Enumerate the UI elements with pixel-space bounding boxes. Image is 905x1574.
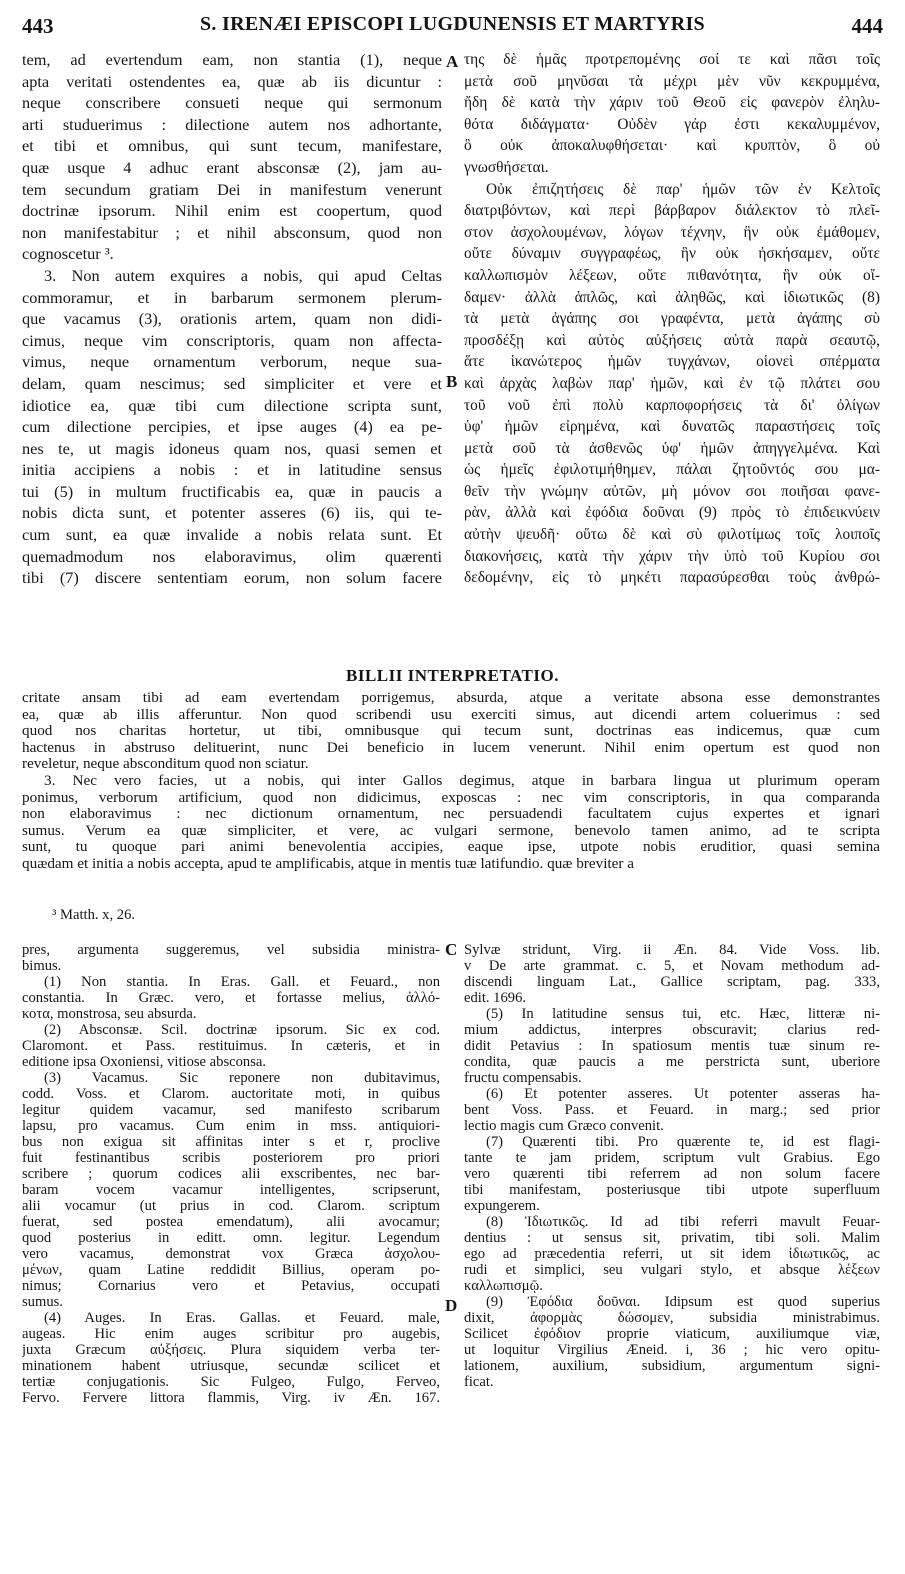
billii-line: ea, quæ ab illis afferuntur. Non quod scribendi usu exerciti simus, aut dicendi artem coluerimus : sed xyxy=(22,706,880,723)
greek-line: τὰ μετὰ ἀγάπης σοι γραφέντα, μετὰ ἀγάπης σὺ xyxy=(464,310,880,328)
billii-line: critate ansam tibi ad eam evertendam porrigemus, absurda, atque a veritate absona esse demonstrantes xyxy=(22,690,880,706)
latin-line: et tibi et omnibus, qui sunt tecum, manifestare, xyxy=(22,136,442,156)
notes-right-column xyxy=(464,942,880,1412)
greek-line: καὶ ἀρχὰς λαβὼν παρ' ἡμῶν, καὶ ἐν τῷ πλάτει σου xyxy=(464,374,880,392)
billii-line: quod nos charitas hortetur, ut tibi, omnibusque qui tecum sunt, doctrinas eas indicemus, quæ cum xyxy=(22,723,880,740)
greek-line: Οὐκ ἐπιζητήσεις δὲ παρ' ἡμῶν τῶν ἐν Κελτοῖς xyxy=(486,180,880,198)
greek-line: δεδομένην, εἰς τὸ μηκέτι παρασύρεσθαι τοὺς ἀνθρώ- xyxy=(464,569,880,587)
margin-marker-a: A xyxy=(446,52,459,71)
billii-interpretation xyxy=(22,690,880,880)
latin-line: nobis dicta sunt, et potenter asseres (6) iis, qui te- xyxy=(22,503,442,523)
note-line: ut loquitur Virgilius Æneid. i, 36 ; hic vero opitu- xyxy=(464,1342,880,1358)
greek-line: διατριβόντων, καὶ περὶ βάρβαρον διάλεκτον τὸ πλεῖ- xyxy=(464,202,880,220)
note-line: alii vocamur (ut prius in cod. Clarom. scriptum xyxy=(22,1198,440,1214)
note-line: dixit, ἀφορμὰς δώσομεν, subsidia ministrabimus. xyxy=(464,1310,880,1326)
note-line: καλλωπισμῷ. xyxy=(464,1278,543,1294)
note-line: rudi et simplici, seu vulgari stylo, et absque λέξεων xyxy=(464,1262,880,1278)
note-line: augeas. Hic enim auges scribitur pro augebis, xyxy=(22,1326,440,1342)
note-line: editione ipsa Oxoniensi, vitiose absconsa. xyxy=(22,1054,266,1070)
note-line: baram vocem vacamur intelligentes, scripserunt, xyxy=(22,1182,440,1198)
latin-line: tem secundum gratiam Dei in manifestum venerunt xyxy=(22,179,442,199)
note-line: Claromont. et Pass. restituimus. In cæteris, et in xyxy=(22,1038,440,1054)
greek-line: ὃ οὐκ ἀποκαλυφθήσεται· καὶ κρυπτὸν, ὃ οὐ xyxy=(464,137,880,155)
greek-line: θότα διδάγματα· Οὐδὲν γάρ ἐστι κεκαλυμμένον, xyxy=(464,115,880,133)
greek-line: καλλωπισμὸν λέξεων, οὔτε πιθανότητα, ἣν οὐκ οἴ- xyxy=(464,266,880,284)
note-line: tante te jam pridem, scriptum vult Grabius. Ego xyxy=(464,1150,880,1166)
note-line: bimus. xyxy=(22,958,62,974)
margin-marker-c: C xyxy=(445,940,458,959)
note-line: nimus; Cornarius vero et Petavius, occupati xyxy=(22,1278,440,1294)
billii-line: ponimus, verborum artificium, quod non didicimus, exposcas : nec vim conscriptoris, in qua comparanda xyxy=(22,789,880,806)
note-line: ego ad præcedentia referri, ut sit idem ἰδιωτικῶς, ac xyxy=(464,1246,880,1262)
billii-heading: BILLII INTERPRETATIO. xyxy=(346,666,559,685)
greek-line: διακονήσεις, κατὰ τὴν χάριν τὴν ὑπὸ τοῦ Κυρίου σοι xyxy=(464,547,880,565)
latin-line: idiotice ea, quæ tibi cum dilectione scripta sunt, xyxy=(22,395,442,415)
latin-line: que vacamus (3), orationis artem, quam non didi- xyxy=(22,309,442,329)
page-header xyxy=(22,8,883,42)
note-line: fuit festinantibus scribis posteriorem pro priori xyxy=(22,1150,440,1166)
latin-main-column xyxy=(22,49,442,669)
note-line: edit. 1696. xyxy=(464,990,527,1006)
note-line: codd. Voss. et Clarom. auctoritate moti, in quibus xyxy=(22,1086,440,1102)
greek-line: ρὰν, ἀλλὰ καὶ ἐφόδια δοῦναι (9) πρὸς τὸ ἐπιδεικνύειν xyxy=(464,504,880,522)
footnote: ³ Matth. x, 26. xyxy=(52,907,136,923)
note-line: μένων, quam Latine reddidit Billius, operam po- xyxy=(22,1262,440,1278)
note-line: sumus. xyxy=(22,1294,63,1310)
note-line: legitur quidem vacamur, sed manifesto scribarum xyxy=(22,1102,440,1118)
greek-line: ἤδη δὲ κατὰ τὴν χάριν τοῦ Θεοῦ εἰς φανερὸν ἐληλυ- xyxy=(464,94,880,112)
note-line: expungerem. xyxy=(464,1198,540,1214)
billii-line: reveletur, neque absconditum quod non sciatur. xyxy=(22,756,309,773)
greek-line: ἅτε ἱκανώτερος ἡμῶν τυγχάνων, οἱονεὶ σπέρματα xyxy=(464,353,880,371)
greek-line: δαμεν· ἀλλὰ ἁπλῶς, καὶ ἀληθῶς, καὶ ἰδιωτικῶς (8) xyxy=(464,288,880,306)
note-line: Sylvæ stridunt, Virg. ii Æn. 84. Vide Voss. lib. xyxy=(464,942,880,958)
note-line: scribere ; quorum codices alii exscribentes, nec bar- xyxy=(22,1166,440,1182)
greek-line: ὡς ἡμεῖς ἐφιλοτιμήθημεν, πάλαι ζητοῦντός σου μα- xyxy=(464,461,880,479)
note-line: condita, quæ paucis a me perstricta sunt, uberiore xyxy=(464,1054,880,1070)
latin-line: commoramur, et in barbarum sermonem plerum- xyxy=(22,287,442,307)
note-line: (7) Quærenti tibi. Pro quærente te, id est flagi- xyxy=(486,1134,880,1150)
latin-line: cognoscetur ³. xyxy=(22,244,114,264)
greek-line: θεῖν τὴν γνώμην αὐτῶν, μὴ μόνον σοι ποιῆσαι φανε- xyxy=(464,482,880,500)
note-line: Scilicet ἐφόδιον proprie viaticum, auxiliumque viæ, xyxy=(464,1326,880,1342)
note-line: lapsu, pro vacamus. Cum enim in mss. antiquiori- xyxy=(22,1118,440,1134)
note-line: minationem habent utriusque, secundæ scilicet et xyxy=(22,1358,440,1374)
note-line: tibi manifestam, posteriusque tibi utpote superfluum xyxy=(464,1182,880,1198)
note-line: dentius : ut sensus sit, privatim, tibi soli. Malim xyxy=(464,1230,880,1246)
greek-line: μετὰ σοῦ τὰ ἀσθενῶς ὑφ' ἡμῶν ἀπηγγελμένα. Καὶ xyxy=(464,439,880,457)
note-line: tertiæ conjugationis. Sic Fulgeo, Fulgo, Ferveo, xyxy=(22,1374,440,1390)
latin-line: cimus, neque vim conscriptoris, quam non affecta- xyxy=(22,330,442,350)
note-line: v De arte grammat. c. 5, et Novam methodum ad- xyxy=(464,958,880,974)
greek-line: ὑφ' ἡμῶν εἰρημένα, καὶ δυνατῶς παραστήσεις τοῖς xyxy=(464,418,880,436)
note-line: pres, argumenta suggeremus, vel subsidia ministra- xyxy=(22,942,440,958)
note-line: (5) In latitudine sensus tui, etc. Hæc, litteræ ni- xyxy=(486,1006,880,1022)
note-line: lationem, auxilium, subsidium, argumentum signi- xyxy=(464,1358,880,1374)
latin-line: non manifestabitur ; et nihil absconsum, quod non xyxy=(22,222,442,242)
greek-line: αὐτὴν ψευδῆ· οὕτω δὲ καὶ σὺ φιλοτίμως τοῖς λοιποῖς xyxy=(464,526,880,544)
running-head: S. IRENÆI EPISCOPI LUGDUNENSIS ET MARTYRIS xyxy=(200,13,705,35)
latin-line: arti studuerimus : dilectione autem nos adhortante, xyxy=(22,114,442,134)
billii-line: 3. Nec vero facies, ut a nobis, qui inter Gallos degimus, atque in barbara lingua ut plurimum operam xyxy=(44,772,880,789)
note-line: bus non exigua sit affinitas inter s et r, proclive xyxy=(22,1134,440,1150)
note-line: (3) Vacamus. Sic reponere non dubitavimus, xyxy=(44,1070,440,1086)
note-line: vero quærenti tibi referrem ad non solum facere xyxy=(464,1166,880,1182)
note-line: juxta Græcum αὐξήσεις. Plura siquidem verba ter- xyxy=(22,1342,440,1358)
note-line: (9) Ἐφόδια δοῦναι. Idipsum est quod superius xyxy=(486,1294,880,1310)
latin-line: apta veritati ostendentes ea, quæ ab iis dicuntur : xyxy=(22,71,442,91)
latin-line: quemadmodum nos elaboravimus, olim quærenti xyxy=(22,546,442,566)
note-line: (1) Non stantia. In Eras. Gall. et Feuard., non xyxy=(44,974,440,990)
greek-main-column xyxy=(464,49,880,669)
latin-line: doctrinæ ipsorum. Nihil enim est coopertum, quod xyxy=(22,201,442,221)
latin-line: vimus, neque ornamentum verborum, neque sua- xyxy=(22,352,442,372)
note-line: Fervo. Fervere littora flammis, Virg. iv Æn. 167. xyxy=(22,1390,440,1406)
note-line: fuerat, sed postea emendatum), alii avocamur; xyxy=(22,1214,440,1230)
note-line: bent Voss. Pass. et Feuard. in marg.; sed prior xyxy=(464,1102,880,1118)
latin-line: initia accipiens a nobis : et in latitudine sensus xyxy=(22,460,442,480)
margin-marker-d: D xyxy=(445,1296,458,1315)
note-line: discendi linguam Lat., Gallice scriptam, pag. 333, xyxy=(464,974,880,990)
margin-marker-b: B xyxy=(446,372,458,391)
billii-line: non elaboravimus : nec dictionum ornamentum, nec persuadendi facultatem cujus expertes et ignari xyxy=(22,806,880,823)
note-line: didit Petavius : In spatiosum mentis tuæ sinum re- xyxy=(464,1038,880,1054)
greek-line: μετὰ σοῦ μηνῦσαι τὰ μέχρι μὲν νῦν κεκρυμμένα, xyxy=(464,72,880,90)
note-line: mium addictus, interpres obscuravit; clarius red- xyxy=(464,1022,880,1038)
note-line: κοτα, monstrosa, seu absurda. xyxy=(22,1006,197,1022)
note-line: (4) Auges. In Eras. Gallas. et Feuard. male, xyxy=(44,1310,440,1326)
note-line: fructu compensabis. xyxy=(464,1070,582,1086)
note-line: (6) Et potenter asseres. Ut potenter asseras ha- xyxy=(486,1086,880,1102)
latin-line: tui (5) in multum fructificabis ea, quæ in paucis a xyxy=(22,481,442,501)
note-line: quod posterius in editt. omn. legitur. Legendum xyxy=(22,1230,440,1246)
latin-line: cum dilectione percipies, et ipse auges (4) ea pe- xyxy=(22,417,442,437)
latin-line: nes te, ut magis idoneus quam nos, quasi semen et xyxy=(22,438,442,458)
notes-left-column xyxy=(22,942,440,1412)
billii-line: sunt, tu quoque pari animi benevolentia accipies, eaque ipse, utpote nobis eruditior, quasi semina xyxy=(22,839,880,856)
page-number-left: 443 xyxy=(22,14,54,38)
greek-line: της δὲ ἡμᾶς προτρεπομένης σοί τε καὶ πᾶσι τοῖς xyxy=(464,51,880,68)
greek-line: οὔτε δύναμιν συγγραφέως, ἣν οὐκ ἠσκήσαμεν, οὔτε xyxy=(464,245,880,263)
greek-line: τοῦ νοῦ ἐπὶ πολὺ καρποφορήσεις τὰ δι' ὀλίγων xyxy=(464,396,880,414)
note-line: (8) Ἰδιωτικῶς. Id ad tibi referri mavult Feuar- xyxy=(486,1214,880,1230)
billii-line: sumus. Verum ea quæ simpliciter, et vere, ac vulgari sermone, benevolo tamen animo, ad te scripta xyxy=(22,822,880,839)
page-number-right: 444 xyxy=(851,14,883,38)
latin-line: neque conscribere consueti neque qui sermonum xyxy=(22,93,442,113)
note-line: constantia. In Græc. vero, et fortasse melius, ἀλλό- xyxy=(22,990,440,1006)
greek-line: στον ἀσχολουμένων, λόγων τέχνην, ἣν οὐκ ἐμάθομεν, xyxy=(464,223,880,241)
note-line: ficat. xyxy=(464,1374,494,1390)
latin-line: cum sunt, ea quæ invalide a nobis relata sunt. Et xyxy=(22,525,442,545)
note-line: (2) Absconsæ. Scil. doctrinæ ipsorum. Sic ex cod. xyxy=(44,1022,440,1038)
note-line: vero vacamus, demonstrat vox Græca ἀσχολου- xyxy=(22,1246,440,1262)
greek-line: προσδέξῃ καὶ αὐτὸς αὐξήσεις αὐτὰ παρὰ σεαυτῷ, xyxy=(464,331,880,349)
billii-line: quædam et initia a nobis accepta, apud te amplificabis, atque in mentis tuæ latifundio. quæ breviter a xyxy=(22,855,634,872)
latin-line: 3. Non autem exquires a nobis, qui apud Celtas xyxy=(44,265,442,285)
note-line: lectio magis cum Græco convenit. xyxy=(464,1118,664,1134)
latin-line: tibi (7) discere sententiam eorum, non solum facere xyxy=(22,568,442,588)
latin-line: delam, quam nescimus; sed simpliciter et vere et xyxy=(22,373,442,393)
billii-line: hactenus in abstruso delituerint, nunc Dei beneficio in lucem venerunt. Nihil enim opertum est quod non xyxy=(22,739,880,756)
latin-line: quæ usque 4 adhuc erant absconsæ (2), jam au- xyxy=(22,157,442,177)
latin-line: tem, ad evertendum eam, non stantia (1), neque xyxy=(22,50,442,69)
greek-line: γνωσθήσεται. xyxy=(464,158,549,176)
